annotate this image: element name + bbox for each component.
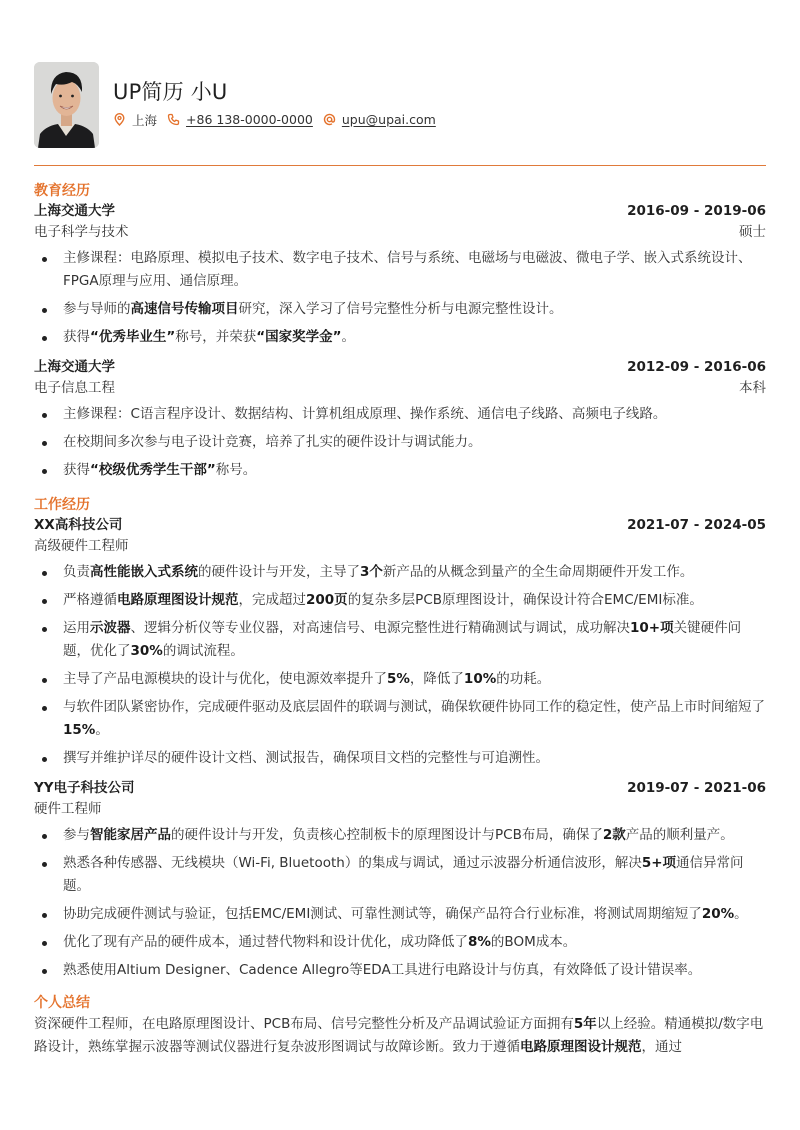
bullet-item: 在校期间多次参与电子设计竞赛，培养了扎实的硬件设计与调试能力。 bbox=[34, 431, 766, 454]
bullet-item: 获得“优秀毕业生”称号，并荣获“国家奖学金”。 bbox=[34, 326, 766, 349]
highlight-text: 5% bbox=[387, 671, 410, 687]
bullet-item: 主修课程：C语言程序设计、数据结构、计算机组成原理、操作系统、通信电子线路、高频电子线路。 bbox=[34, 403, 766, 426]
phone-link[interactable]: +86 138-0000-0000 bbox=[186, 112, 313, 127]
highlight-text: 高性能嵌入式系统 bbox=[90, 564, 198, 580]
job-role: 硬件工程师 bbox=[34, 801, 102, 817]
highlight-text: 智能家居产品 bbox=[90, 827, 171, 843]
header-divider bbox=[34, 165, 766, 166]
at-sign-icon bbox=[323, 113, 336, 126]
map-pin-icon bbox=[113, 113, 126, 126]
highlight-text: 20% bbox=[701, 906, 735, 922]
contact-phone bbox=[167, 112, 313, 127]
location-text: 上海 bbox=[132, 112, 158, 128]
job-role: 高级硬件工程师 bbox=[34, 538, 129, 554]
education-bullets bbox=[34, 247, 766, 349]
highlight-text: “校级优秀学生干部” bbox=[90, 462, 216, 478]
work-entry bbox=[34, 778, 766, 982]
contact-location bbox=[113, 111, 157, 129]
education-entry bbox=[34, 201, 766, 349]
major: 电子信息工程 bbox=[34, 380, 115, 396]
work-dates: 2021-07 - 2024-05 bbox=[627, 517, 766, 533]
highlight-text: 电路原理图设计规范 bbox=[117, 592, 239, 608]
highlight-text: 15% bbox=[63, 722, 96, 738]
phone-icon bbox=[167, 113, 180, 126]
bullet-item: 撰写并维护详尽的硬件设计文档、测试报告，确保项目文档的完整性与可追溯性。 bbox=[34, 747, 766, 770]
section-title-summary: 个人总结 bbox=[34, 995, 90, 1011]
bullet-item: 负责高性能嵌入式系统的硬件设计与开发，主导了3个新产品的从概念到量产的全生命周期硬件开发工作。 bbox=[34, 561, 766, 584]
resume-content bbox=[34, 181, 766, 1059]
education-entry bbox=[34, 357, 766, 482]
highlight-text: 200页 bbox=[306, 592, 348, 608]
bullet-item: 熟悉使用Altium Designer、Cadence Allegro等EDA工具进行电路设计与仿真，有效降低了设计错误率。 bbox=[34, 959, 766, 982]
bullet-item: 获得“校级优秀学生干部”称号。 bbox=[34, 459, 766, 482]
education-bullets bbox=[34, 403, 766, 482]
bullet-item: 参与智能家居产品的硬件设计与开发，负责核心控制板卡的原理图设计与PCB布局，确保了2款产品的顺利量产。 bbox=[34, 824, 766, 847]
company-name: XX高科技公司 bbox=[34, 517, 123, 533]
education-dates: 2012-09 - 2016-06 bbox=[627, 359, 766, 375]
avatar bbox=[34, 62, 99, 148]
education-section bbox=[34, 181, 766, 482]
bullet-item: 严格遵循电路原理图设计规范，完成超过200页的复杂多层PCB原理图设计，确保设计符合EMC/EMI标准。 bbox=[34, 589, 766, 612]
highlight-text: 8% bbox=[468, 934, 491, 950]
highlight-text: 3个 bbox=[360, 564, 383, 580]
work-section bbox=[34, 495, 766, 982]
bullet-item: 与软件团队紧密协作，完成硬件驱动及底层固件的联调与测试，确保软硬件协同工作的稳定性，使产品上市时间缩短了15%。 bbox=[34, 696, 766, 742]
highlight-text: “优秀毕业生” bbox=[90, 329, 176, 345]
summary-text: 资深硬件工程师，在电路原理图设计、PCB布局、信号完整性分析及产品调试验证方面拥有5年以上经验。精通模拟/数字电路设计，熟练掌握示波器等测试仪器进行复杂波形图调试与故障诊断。致力于遵循电路原理图设计规范，通过 bbox=[34, 1016, 764, 1055]
bullet-item: 主修课程：电路原理、模拟电子技术、数字电子技术、信号与系统、电磁场与电磁波、微电子学、嵌入式系统设计、FPGA原理与应用、通信原理。 bbox=[34, 247, 766, 293]
section-title-work: 工作经历 bbox=[34, 497, 90, 513]
email-link[interactable]: upu@upai.com bbox=[341, 112, 436, 127]
highlight-text: 30% bbox=[130, 643, 163, 659]
highlight-text: 5+项 bbox=[641, 855, 677, 871]
bullet-item: 优化了现有产品的硬件成本，通过替代物料和设计优化，成功降低了8%的BOM成本。 bbox=[34, 931, 766, 954]
highlight-text: 电路原理图设计规范 bbox=[520, 1039, 642, 1055]
highlight-text: 10+项 bbox=[630, 620, 674, 636]
school-name: 上海交通大学 bbox=[34, 359, 115, 375]
bullet-item: 参与导师的高速信号传输项目研究，深入学习了信号完整性分析与电源完整性设计。 bbox=[34, 298, 766, 321]
bullet-item: 主导了产品电源模块的设计与优化，使电源效率提升了5%，降低了10%的功耗。 bbox=[34, 668, 766, 691]
degree: 硕士 bbox=[739, 224, 766, 240]
candidate-name: UP简历 小U bbox=[113, 79, 228, 104]
work-dates: 2019-07 - 2021-06 bbox=[627, 780, 766, 796]
highlight-text: 2款 bbox=[602, 827, 626, 843]
degree: 本科 bbox=[739, 380, 766, 396]
bullet-item: 协助完成硬件测试与验证，包括EMC/EMI测试、可靠性测试等，确保产品符合行业标准，将测试周期缩短了20%。 bbox=[34, 903, 766, 926]
education-dates: 2016-09 - 2019-06 bbox=[627, 203, 766, 219]
major: 电子科学与技术 bbox=[34, 224, 129, 240]
highlight-text: 5年 bbox=[573, 1016, 597, 1032]
highlight-text: 10% bbox=[463, 671, 497, 687]
bullet-item: 熟悉各种传感器、无线模块（Wi-Fi, Bluetooth）的集成与调试，通过示波器分析通信波形，解决5+项通信异常问题。 bbox=[34, 852, 766, 898]
contact-info bbox=[113, 111, 446, 129]
bullet-item: 运用示波器、逻辑分析仪等专业仪器，对高速信号、电源完整性进行精确测试与调试，成功解决10+项关键硬件问题，优化了30%的调试流程。 bbox=[34, 617, 766, 663]
school-name: 上海交通大学 bbox=[34, 203, 115, 219]
summary-section bbox=[34, 993, 766, 1059]
work-bullets bbox=[34, 561, 766, 770]
highlight-text: 高速信号传输项目 bbox=[130, 301, 239, 317]
highlight-text: 示波器 bbox=[90, 620, 131, 636]
contact-email bbox=[323, 112, 436, 127]
company-name: YY电子科技公司 bbox=[34, 780, 135, 796]
section-title-education: 教育经历 bbox=[34, 183, 90, 199]
work-bullets bbox=[34, 824, 766, 982]
work-entry bbox=[34, 515, 766, 770]
resume-header bbox=[34, 62, 446, 148]
highlight-text: “国家奖学金” bbox=[256, 329, 342, 345]
